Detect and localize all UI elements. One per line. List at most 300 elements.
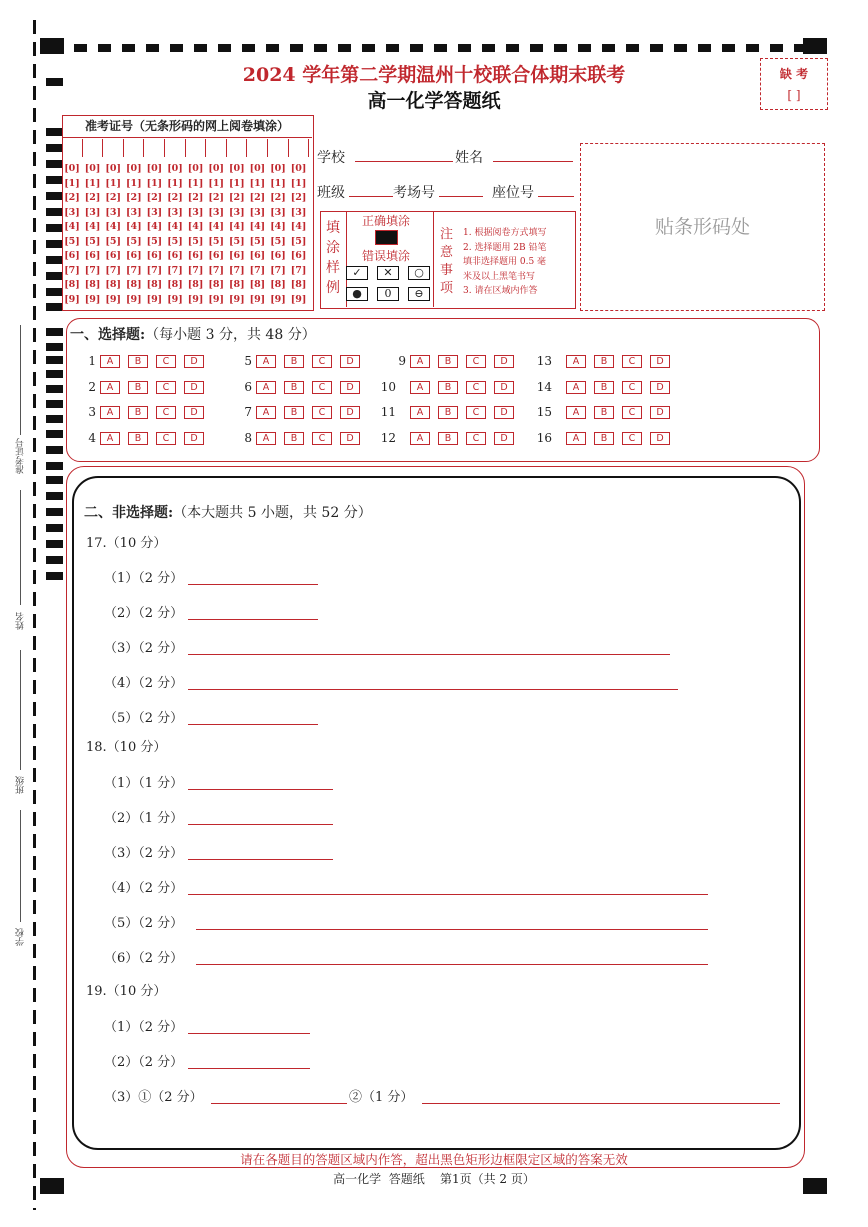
id-write-box[interactable]: [207, 139, 227, 157]
mcq-number: 3: [88, 405, 96, 419]
left-timing-mark: [46, 370, 63, 378]
sheet-subtitle: 高一化学答题纸: [367, 90, 501, 112]
id-digit-bubble[interactable]: [1]: [228, 177, 245, 189]
id-digit-bubble[interactable]: [3]: [167, 206, 183, 218]
notes-text: [463, 226, 547, 299]
mcq-option-c[interactable]: C: [466, 432, 486, 445]
mcq-number: 8: [244, 431, 252, 445]
id-digit-bubble[interactable]: [2]: [290, 192, 307, 203]
sub-question-label: （4）（2 分）: [104, 676, 184, 691]
school-input[interactable]: [355, 161, 453, 162]
id-digit-bubble[interactable]: [7]: [146, 264, 163, 276]
mcq-option-b[interactable]: B: [128, 381, 148, 394]
class-field[interactable]: [317, 182, 393, 202]
id-digit-bubble[interactable]: [0]: [290, 163, 307, 174]
id-digit-bubble[interactable]: [0]: [228, 163, 245, 174]
id-digit-bubble[interactable]: [9]: [270, 293, 286, 305]
id-digit-bubble[interactable]: [8]: [64, 279, 80, 290]
id-digit-bubble[interactable]: [1]: [167, 177, 183, 189]
timing-mark: [338, 44, 351, 52]
timing-mark: [674, 44, 687, 52]
id-digit-bubble[interactable]: [8]: [228, 279, 245, 290]
id-digit-bubble[interactable]: [8]: [84, 279, 101, 290]
mcq-option-b[interactable]: B: [438, 406, 458, 419]
id-digit-bubble[interactable]: [3]: [84, 206, 101, 218]
id-digit-bubble[interactable]: [5]: [64, 235, 80, 247]
answer-line[interactable]: [188, 724, 318, 725]
mcq-option-b[interactable]: B: [284, 432, 304, 445]
mcq-option-c[interactable]: C: [156, 406, 176, 419]
id-digit-bubble[interactable]: [5]: [105, 235, 121, 247]
id-digit-bubble[interactable]: [9]: [64, 293, 80, 305]
timing-mark: [626, 44, 639, 52]
id-digit-bubble[interactable]: [3]: [249, 206, 266, 218]
answer-line[interactable]: [188, 824, 333, 825]
id-digit-bubble[interactable]: [9]: [228, 293, 245, 305]
id-digit-bubble[interactable]: [2]: [125, 192, 142, 203]
mcq-option-a[interactable]: A: [256, 432, 276, 445]
id-digit-bubble[interactable]: [4]: [270, 221, 286, 232]
mcq-number: 7: [244, 405, 252, 419]
id-write-box[interactable]: [84, 139, 104, 157]
mcq-option-b[interactable]: B: [128, 355, 148, 368]
mcq-number: 6: [244, 380, 252, 394]
id-digit-bubble[interactable]: [4]: [167, 221, 183, 232]
id-write-box[interactable]: [104, 139, 124, 157]
name-input[interactable]: [493, 161, 573, 162]
timing-mark: [602, 44, 615, 52]
mcq-option-a[interactable]: A: [566, 355, 586, 368]
mcq-option-a[interactable]: A: [100, 432, 120, 445]
id-digit-bubble[interactable]: [9]: [187, 293, 204, 305]
id-digit-bubble[interactable]: [7]: [249, 264, 266, 276]
left-timing-mark: [46, 160, 63, 168]
side-label-name: 姓名: [16, 612, 26, 630]
mcq-option-a[interactable]: A: [410, 355, 430, 368]
id-digit-bubble[interactable]: [0]: [125, 163, 142, 174]
id-digit-bubble[interactable]: [7]: [270, 264, 286, 276]
id-digit-bubble[interactable]: [2]: [64, 192, 80, 203]
mcq-option-d[interactable]: D: [650, 355, 670, 368]
id-digit-bubble[interactable]: [7]: [290, 264, 307, 276]
id-digit-bubble[interactable]: [9]: [125, 293, 142, 305]
mcq-option-d[interactable]: D: [650, 406, 670, 419]
mcq-option-c[interactable]: C: [156, 355, 176, 368]
sub-question-label: （6）（2 分）: [104, 951, 184, 966]
id-digit-bubble[interactable]: [5]: [290, 235, 307, 247]
side-label-school: 学校: [16, 928, 26, 946]
left-timing-mark: [46, 385, 63, 393]
timing-mark: [74, 44, 87, 52]
id-digit-bubble[interactable]: [5]: [167, 235, 183, 247]
timing-mark: [290, 44, 303, 52]
id-digit-bubble[interactable]: [1]: [64, 177, 80, 189]
mcq-option-b[interactable]: B: [284, 406, 304, 419]
section2-heading: [84, 502, 372, 522]
id-digit-bubble[interactable]: [0]: [167, 163, 183, 174]
id-digit-bubble[interactable]: [2]: [270, 192, 286, 203]
id-digit-bubble[interactable]: [2]: [208, 192, 224, 203]
side-label-class: 班级: [16, 776, 26, 794]
id-digit-bubble[interactable]: [5]: [84, 235, 101, 247]
mcq-option-c[interactable]: C: [466, 355, 486, 368]
answer-line[interactable]: [188, 789, 333, 790]
timing-mark: [194, 44, 207, 52]
timing-mark: [170, 44, 183, 52]
mcq-option-b[interactable]: B: [594, 406, 614, 419]
id-digit-bubble[interactable]: [1]: [125, 177, 142, 189]
id-digit-bubble[interactable]: [4]: [249, 221, 266, 232]
mcq-option-d[interactable]: D: [340, 406, 360, 419]
id-digit-bubble[interactable]: [1]: [290, 177, 307, 189]
mcq-option-b[interactable]: B: [438, 432, 458, 445]
answer-line[interactable]: [211, 1103, 347, 1104]
id-write-box[interactable]: [125, 139, 145, 157]
page-footer: 高一化学 答题纸 第1页（共 2 页）: [333, 1172, 535, 1186]
id-digit-bubble[interactable]: [2]: [146, 192, 163, 203]
left-timing-mark: [46, 572, 63, 580]
id-digit-bubble[interactable]: [1]: [270, 177, 286, 189]
id-digit-bubble[interactable]: [2]: [249, 192, 266, 203]
timing-mark: [362, 44, 375, 52]
mcq-option-b[interactable]: B: [594, 432, 614, 445]
id-digit-bubble[interactable]: [5]: [187, 235, 204, 247]
mcq-option-a[interactable]: A: [410, 406, 430, 419]
left-timing-mark: [46, 128, 63, 136]
mcq-option-d[interactable]: D: [650, 381, 670, 394]
name-field[interactable]: [455, 147, 573, 167]
mcq-option-c[interactable]: C: [312, 355, 332, 368]
mcq-option-b[interactable]: B: [438, 381, 458, 394]
id-digit-bubble[interactable]: [6]: [84, 250, 101, 261]
side-line-name: [20, 490, 21, 605]
id-digit-bubble[interactable]: [8]: [105, 279, 121, 290]
mcq-option-d[interactable]: D: [340, 355, 360, 368]
id-digit-bubble[interactable]: [3]: [208, 206, 224, 218]
id-digit-bubble[interactable]: [2]: [105, 192, 121, 203]
sub-question-label: （1）（2 分）: [104, 1020, 184, 1035]
timing-mark: [554, 44, 567, 52]
id-digit-bubble[interactable]: [5]: [208, 235, 224, 247]
id-digit-bubble[interactable]: [0]: [187, 163, 204, 174]
id-digit-bubble[interactable]: [3]: [64, 206, 80, 218]
timing-mark: [770, 44, 783, 52]
mcq-option-c[interactable]: C: [466, 406, 486, 419]
mcq-option-a[interactable]: A: [566, 432, 586, 445]
sub-question-label: （3）①（2 分）: [104, 1090, 203, 1105]
id-digit-bubble[interactable]: [3]: [270, 206, 286, 218]
mcq-option-d[interactable]: D: [184, 381, 204, 394]
id-write-box[interactable]: [269, 139, 289, 157]
answer-line[interactable]: [188, 859, 333, 860]
mcq-option-c[interactable]: C: [156, 381, 176, 394]
mcq-option-d[interactable]: D: [184, 406, 204, 419]
mcq-option-b[interactable]: B: [128, 432, 148, 445]
id-digit-bubble[interactable]: [8]: [208, 279, 224, 290]
q19-label: 19.（10 分）: [86, 984, 167, 999]
left-timing-mark: [46, 256, 63, 264]
answer-line[interactable]: [422, 1103, 780, 1104]
answer-line[interactable]: [196, 964, 708, 965]
mcq-number: 11: [380, 405, 396, 419]
mcq-option-d[interactable]: D: [494, 381, 514, 394]
id-digit-bubble[interactable]: [8]: [146, 279, 163, 290]
timing-mark: [698, 44, 711, 52]
note-2: 2. 选择题用 2B 铅笔: [463, 242, 547, 253]
q19-part3b-label: ②（1 分）: [349, 1090, 414, 1105]
id-digit-bubble[interactable]: [8]: [167, 279, 183, 290]
id-digit-bubble[interactable]: [8]: [187, 279, 204, 290]
id-digit-bubble[interactable]: [4]: [64, 221, 80, 232]
mcq-option-c[interactable]: C: [312, 381, 332, 394]
id-digit-bubble[interactable]: [8]: [249, 279, 266, 290]
id-digit-bubble[interactable]: [6]: [290, 250, 307, 261]
mcq-option-d[interactable]: D: [340, 432, 360, 445]
exam-room-label: 考场号: [393, 185, 435, 201]
id-digit-bubble[interactable]: [0]: [84, 163, 101, 174]
id-digit-bubble[interactable]: [2]: [84, 192, 101, 203]
oval-sample-icon: 0: [377, 287, 399, 301]
absent-box[interactable]: [760, 58, 828, 110]
id-digit-bubble[interactable]: [9]: [249, 293, 266, 305]
id-digit-bubble[interactable]: [0]: [208, 163, 224, 174]
id-digit-bubble[interactable]: [9]: [208, 293, 224, 305]
id-digit-bubble[interactable]: [6]: [64, 250, 80, 261]
left-timing-mark: [46, 176, 63, 184]
timing-mark: [98, 44, 111, 52]
id-digit-bubble[interactable]: [2]: [167, 192, 183, 203]
id-digit-bubble[interactable]: [1]: [249, 177, 266, 189]
mcq-number: 10: [380, 380, 396, 394]
sub-question-label: （5）（2 分）: [104, 916, 184, 931]
left-timing-mark: [46, 415, 63, 423]
mcq-option-d[interactable]: D: [494, 432, 514, 445]
q18-label: 18.（10 分）: [86, 740, 167, 755]
id-digit-bubble[interactable]: [0]: [64, 163, 80, 174]
left-timing-mark: [46, 192, 63, 200]
left-timing-mark: [46, 288, 63, 296]
left-timing-mark: [46, 224, 63, 232]
id-digit-bubble[interactable]: [7]: [187, 264, 204, 276]
mcq-option-d[interactable]: D: [184, 432, 204, 445]
id-digit-bubble[interactable]: [6]: [228, 250, 245, 261]
mcq-option-b[interactable]: B: [284, 381, 304, 394]
id-write-box[interactable]: [187, 139, 207, 157]
seat-input[interactable]: [538, 196, 574, 197]
left-timing-mark: [46, 144, 63, 152]
id-digit-bubble[interactable]: [7]: [208, 264, 224, 276]
side-line-class: [20, 650, 21, 770]
mcq-option-c[interactable]: C: [156, 432, 176, 445]
id-digit-bubble[interactable]: [7]: [125, 264, 142, 276]
id-digit-bubble[interactable]: [5]: [125, 235, 142, 247]
mcq-option-c[interactable]: C: [466, 381, 486, 394]
timing-mark: [650, 44, 663, 52]
id-digit-bubble[interactable]: [1]: [105, 177, 121, 189]
id-digit-bubble[interactable]: [9]: [84, 293, 101, 305]
id-digit-bubble[interactable]: [1]: [84, 177, 101, 189]
mcq-option-a[interactable]: A: [256, 355, 276, 368]
left-timing-mark: [46, 272, 63, 280]
school-field[interactable]: [317, 147, 453, 167]
id-digit-bubble[interactable]: [4]: [125, 221, 142, 232]
circle-sample-icon: ○: [408, 266, 430, 280]
answer-line[interactable]: [188, 654, 670, 655]
notes-divider: [433, 211, 434, 307]
mcq-option-d[interactable]: D: [650, 432, 670, 445]
id-digit-bubble[interactable]: [1]: [146, 177, 163, 189]
id-write-box[interactable]: [248, 139, 268, 157]
mcq-option-a[interactable]: A: [566, 381, 586, 394]
answer-line[interactable]: [188, 584, 318, 585]
id-digit-bubble[interactable]: [4]: [84, 221, 101, 232]
id-digit-bubble[interactable]: [6]: [105, 250, 121, 261]
id-digit-bubble[interactable]: [3]: [290, 206, 307, 218]
mcq-option-a[interactable]: A: [100, 355, 120, 368]
mcq-number: 4: [88, 431, 96, 445]
id-digit-bubble[interactable]: [4]: [290, 221, 307, 232]
id-digit-bubble[interactable]: [5]: [228, 235, 245, 247]
id-digit-bubble[interactable]: [8]: [270, 279, 286, 290]
mcq-option-b[interactable]: B: [284, 355, 304, 368]
dot-sample-icon: ●: [346, 287, 368, 301]
mcq-option-d[interactable]: D: [494, 406, 514, 419]
answer-line[interactable]: [188, 894, 708, 895]
id-digit-bubble[interactable]: [6]: [270, 250, 286, 261]
mcq-option-d[interactable]: D: [340, 381, 360, 394]
class-label: 班级: [317, 185, 345, 201]
id-digit-bubble[interactable]: [2]: [187, 192, 204, 203]
id-digit-bubble[interactable]: [1]: [208, 177, 224, 189]
id-digit-bubble[interactable]: [0]: [105, 163, 121, 174]
section2-note: （本大题共 5 小题，共 52 分）: [173, 505, 372, 521]
id-write-box[interactable]: [228, 139, 248, 157]
mcq-option-a[interactable]: A: [100, 406, 120, 419]
answer-line[interactable]: [196, 929, 708, 930]
mcq-option-b[interactable]: B: [594, 355, 614, 368]
notes-label: 注 意 事 项: [440, 227, 454, 296]
id-digit-bubble[interactable]: [0]: [146, 163, 163, 174]
id-digit-bubble[interactable]: [8]: [125, 279, 142, 290]
mcq-number: 14: [536, 380, 552, 394]
mcq-option-a[interactable]: A: [100, 381, 120, 394]
id-digit-bubble[interactable]: [7]: [64, 264, 80, 276]
id-digit-bubble[interactable]: [9]: [167, 293, 183, 305]
id-write-box[interactable]: [290, 139, 310, 157]
id-digit-bubble[interactable]: [7]: [167, 264, 183, 276]
exam-room-input[interactable]: [439, 196, 483, 197]
id-digit-bubble[interactable]: [5]: [270, 235, 286, 247]
answer-line[interactable]: [188, 689, 678, 690]
timing-mark: [482, 44, 495, 52]
mcq-option-c[interactable]: C: [622, 355, 642, 368]
answer-line[interactable]: [188, 1033, 310, 1034]
id-digit-bubble[interactable]: [2]: [228, 192, 245, 203]
mcq-option-c[interactable]: C: [622, 432, 642, 445]
mcq-option-b[interactable]: B: [128, 406, 148, 419]
mcq-option-a[interactable]: A: [410, 381, 430, 394]
mcq-number: 16: [536, 431, 552, 445]
id-digit-bubble[interactable]: [5]: [146, 235, 163, 247]
mcq-number: 5: [244, 354, 252, 368]
id-digit-bubble[interactable]: [0]: [270, 163, 286, 174]
id-digit-bubble[interactable]: [4]: [187, 221, 204, 232]
mcq-option-a[interactable]: A: [256, 381, 276, 394]
answer-line[interactable]: [188, 619, 318, 620]
sub-question-label: （3）（2 分）: [104, 846, 184, 861]
id-digit-bubble[interactable]: [3]: [105, 206, 121, 218]
mcq-number: 13: [536, 354, 552, 368]
note-1: 1. 根据阅卷方式填写: [463, 228, 547, 238]
mcq-option-a[interactable]: A: [410, 432, 430, 445]
mcq-option-c[interactable]: C: [312, 406, 332, 419]
timing-mark: [122, 44, 135, 52]
seat-field[interactable]: [492, 182, 574, 202]
absent-bubble[interactable]: [ ]: [787, 88, 801, 102]
mcq-option-d[interactable]: D: [494, 355, 514, 368]
id-digit-bubble[interactable]: [8]: [290, 279, 307, 290]
id-digit-bubble[interactable]: [3]: [146, 206, 163, 218]
answer-line[interactable]: [188, 1068, 310, 1069]
mcq-option-b[interactable]: B: [438, 355, 458, 368]
barcode-area: 贴条形码处: [580, 143, 825, 311]
id-digit-bubble[interactable]: [7]: [84, 264, 101, 276]
timing-mark: [410, 44, 423, 52]
mcq-option-b[interactable]: B: [594, 381, 614, 394]
id-write-box[interactable]: [145, 139, 165, 157]
left-timing-mark: [46, 492, 63, 500]
mcq-option-d[interactable]: D: [184, 355, 204, 368]
id-write-box[interactable]: [166, 139, 186, 157]
mcq-option-a[interactable]: A: [566, 406, 586, 419]
ellipse-sample-icon: ⊖: [408, 287, 430, 301]
id-digit-bubble[interactable]: [0]: [249, 163, 266, 174]
id-write-box[interactable]: [63, 139, 83, 157]
id-digit-bubble[interactable]: [9]: [146, 293, 163, 305]
id-digit-bubble[interactable]: [6]: [125, 250, 142, 261]
mcq-option-c[interactable]: C: [622, 406, 642, 419]
sub-question-label: （1）（1 分）: [104, 776, 184, 791]
id-digit-bubble[interactable]: [6]: [208, 250, 224, 261]
id-digit-bubble[interactable]: [7]: [228, 264, 245, 276]
id-digit-bubble[interactable]: [1]: [187, 177, 204, 189]
id-digit-bubble[interactable]: [4]: [146, 221, 163, 232]
id-digit-bubble[interactable]: [5]: [249, 235, 266, 247]
id-digit-bubble[interactable]: [3]: [187, 206, 204, 218]
id-digit-bubble[interactable]: [3]: [125, 206, 142, 218]
mcq-option-c[interactable]: C: [622, 381, 642, 394]
mcq-option-a[interactable]: A: [256, 406, 276, 419]
id-digit-bubble[interactable]: [6]: [167, 250, 183, 261]
wrong-fill-label: 错误填涂: [362, 249, 411, 263]
id-digit-bubble[interactable]: [9]: [105, 293, 121, 305]
left-timing-mark: [46, 476, 63, 484]
id-digit-bubble[interactable]: [4]: [105, 221, 121, 232]
exam-room-field[interactable]: [393, 182, 483, 202]
id-digit-bubble[interactable]: [4]: [228, 221, 245, 232]
id-digit-bubble[interactable]: [3]: [228, 206, 245, 218]
binding-line: [33, 20, 36, 1210]
id-digit-bubble[interactable]: [6]: [187, 250, 204, 261]
sub-question-label: （2）（2 分）: [104, 1055, 184, 1070]
id-digit-bubble[interactable]: [9]: [290, 293, 307, 305]
mcq-option-c[interactable]: C: [312, 432, 332, 445]
class-input[interactable]: [349, 196, 393, 197]
id-digit-bubble[interactable]: [7]: [105, 264, 121, 276]
id-digit-bubble[interactable]: [6]: [146, 250, 163, 261]
id-digit-bubble[interactable]: [6]: [249, 250, 266, 261]
id-digit-bubble[interactable]: [4]: [208, 221, 224, 232]
